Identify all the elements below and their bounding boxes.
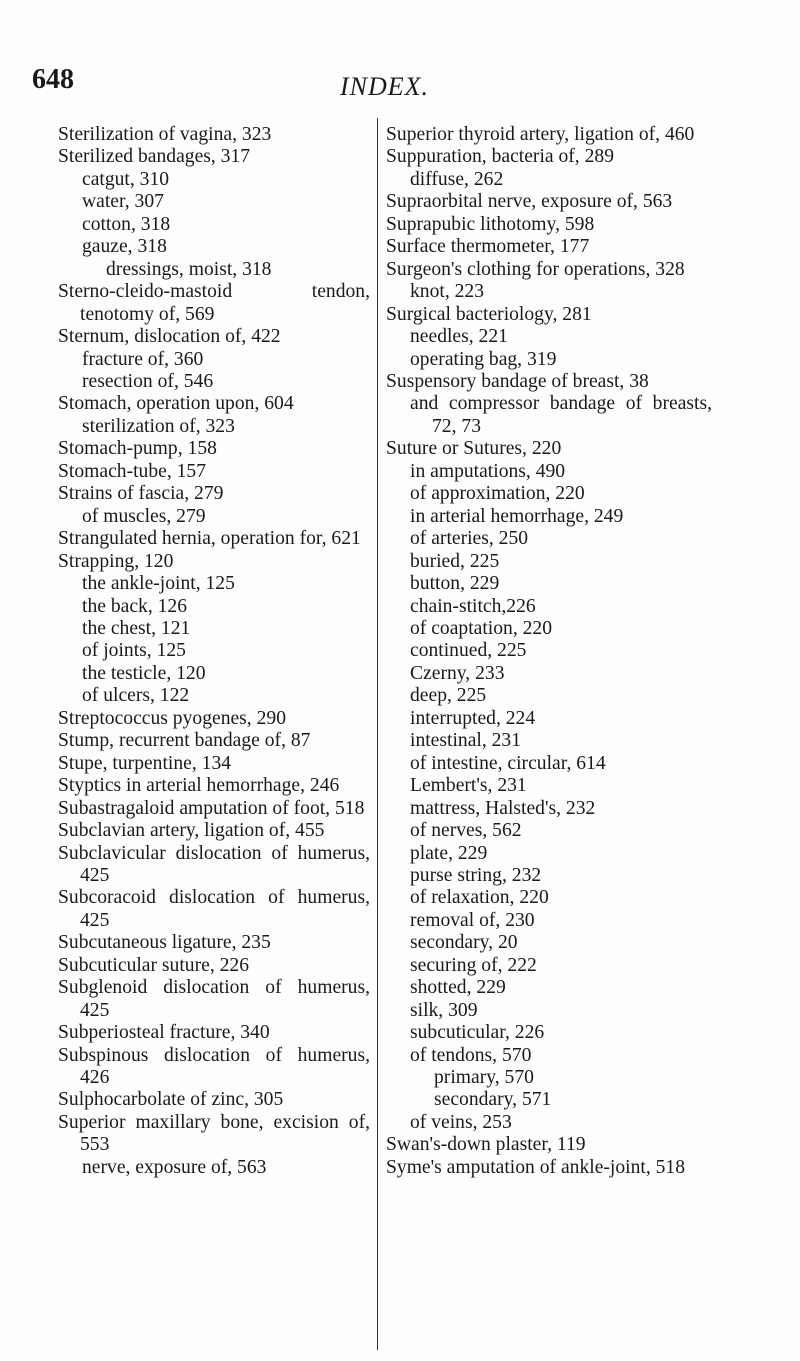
index-entry: the back, 126 (82, 595, 188, 617)
index-column-right (386, 124, 712, 1179)
index-entry: Suture or Sutures, 220 (386, 438, 562, 460)
index-entry: water, 307 (82, 191, 164, 213)
index-entry: Suprapubic lithotomy, 598 (386, 213, 595, 235)
index-entry: purse string, 232 (410, 864, 542, 886)
index-entry: Stump, recurrent bandage of, 87 (58, 730, 311, 752)
index-entry: Styptics in arterial hemorrhage, 246 (58, 775, 340, 797)
index-entry: Stomach-tube, 157 (58, 460, 207, 482)
index-entry: Surface thermometer, 177 (386, 236, 590, 258)
index-entry: Strapping, 120 (58, 550, 174, 572)
index-entry: Subglenoid dislocation of humerus, 425 (58, 977, 370, 1021)
index-entry: Surgeon's clothing for operations, 328 (386, 258, 685, 280)
index-entry: Sternum, dislocation of, 422 (58, 326, 281, 348)
index-entry: in arterial hemorrhage, 249 (410, 505, 624, 527)
index-entry: mattress, Halsted's, 232 (410, 797, 596, 819)
index-entry: primary, 570 (434, 1067, 534, 1089)
index-entry: and compressor bandage of breasts, 72, 73 (410, 393, 712, 437)
index-entry: resection of, 546 (82, 370, 214, 392)
index-entry: secondary, 571 (434, 1089, 552, 1111)
index-entry: nerve, exposure of, 563 (82, 1156, 267, 1178)
index-entry: Suppuration, bacteria of, 289 (386, 146, 614, 168)
index-entry: of approximation, 220 (410, 483, 585, 505)
index-entry: of muscles, 279 (82, 505, 206, 527)
index-entry: Streptococcus pyogenes, 290 (58, 707, 286, 729)
index-entry: Swan's-down plaster, 119 (386, 1134, 586, 1156)
index-entry: deep, 225 (410, 685, 487, 707)
index-entry: Subclavian artery, ligation of, 455 (58, 820, 325, 842)
index-entry: Sterilized bandages, 317 (58, 146, 251, 168)
index-entry: Subspinous dislocation of humerus, 426 (58, 1044, 370, 1089)
index-column-left (58, 124, 370, 1179)
index-entry: Czerny, 233 (410, 662, 505, 684)
index-entry: fracture of, 360 (82, 348, 204, 370)
index-entry: Sterilization of vagina, 323 (58, 124, 272, 145)
column-divider (377, 118, 378, 1350)
page-title: INDEX. (340, 72, 430, 101)
index-entry: interrupted, 224 (410, 707, 536, 729)
index-entry: shotted, 229 (410, 977, 506, 999)
index-entry: Lembert's, 231 (410, 775, 527, 797)
index-entry: Subperiosteal fracture, 340 (58, 1022, 270, 1044)
index-entry: dressings, moist, 318 (106, 258, 272, 280)
index-entry: Sterno-cleido-mastoid tendon, tenotomy of, 569 (58, 281, 370, 325)
index-entry: the ankle-joint, 125 (82, 573, 235, 595)
index-entry: button, 229 (410, 573, 500, 595)
index-entry: securing of, 222 (410, 954, 537, 976)
index-entry: of tendons, 570 (410, 1044, 532, 1066)
index-entry: Surgical bacteriology, 281 (386, 303, 592, 325)
index-entry: Strains of fascia, 279 (58, 483, 224, 505)
index-entry: subcuticular, 226 (410, 1022, 545, 1044)
index-entry: catgut, 310 (82, 168, 170, 190)
index-entry: the testicle, 120 (82, 662, 206, 684)
index-entry: secondary, 20 (410, 932, 518, 954)
index-entry: Subcuticular suture, 226 (58, 954, 250, 976)
index-entry: Superior thyroid artery, ligation of, 460 (386, 124, 695, 145)
index-entry: silk, 309 (410, 999, 478, 1021)
index-entry: continued, 225 (410, 640, 527, 662)
index-entry: Superior maxillary bone, excision of, 553 (58, 1111, 370, 1156)
index-entry: of relaxation, 220 (410, 887, 549, 909)
index-entry: chain-stitch,226 (410, 595, 536, 617)
index-entry: gauze, 318 (82, 236, 167, 258)
index-entry: cotton, 318 (82, 213, 171, 235)
index-entry: of coaptation, 220 (410, 617, 553, 639)
index-entry: of joints, 125 (82, 640, 186, 662)
index-entry: sterilization of, 323 (82, 415, 235, 437)
index-entry: Stomach, operation upon, 604 (58, 393, 294, 415)
index-entry: Subcoracoid dislocation of humerus, 425 (58, 887, 370, 931)
index-entry: the chest, 121 (82, 617, 191, 639)
index-entry: diffuse, 262 (410, 168, 504, 190)
index-entry: Supraorbital nerve, exposure of, 563 (386, 191, 673, 213)
index-entry: of ulcers, 122 (82, 685, 190, 707)
index-entry: Stupe, turpentine, 134 (58, 752, 232, 774)
index-entry: Suspensory bandage of breast, 38 (386, 370, 649, 392)
index-entry: of intestine, circular, 614 (410, 752, 606, 774)
index-entry: of veins, 253 (410, 1111, 512, 1133)
index-entry: needles, 221 (410, 326, 508, 348)
index-entry: intestinal, 231 (410, 730, 522, 752)
index-entry: knot, 223 (410, 281, 485, 303)
index-entry: Strangulated hernia, operation for, 621 (58, 528, 361, 550)
index-entry: Subclavicular dislocation of humerus, 425 (58, 842, 370, 886)
page-number: 648 (32, 64, 74, 95)
index-entry: Syme's amputation of ankle-joint, 518 (386, 1156, 686, 1178)
index-entry: buried, 225 (410, 550, 500, 572)
index-entry: plate, 229 (410, 842, 488, 864)
index-entry: removal of, 230 (410, 909, 535, 931)
index-entry: in amputations, 490 (410, 460, 566, 482)
index-entry: operating bag, 319 (410, 348, 557, 370)
index-entry: Sulphocarbolate of zinc, 305 (58, 1089, 284, 1111)
index-entry: Subcutaneous ligature, 235 (58, 932, 271, 954)
index-entry: Stomach-pump, 158 (58, 438, 217, 460)
index-entry: of arteries, 250 (410, 528, 529, 550)
index-entry: Subastragaloid amputation of foot, 518 (58, 797, 365, 819)
index-entry: of nerves, 562 (410, 820, 522, 842)
